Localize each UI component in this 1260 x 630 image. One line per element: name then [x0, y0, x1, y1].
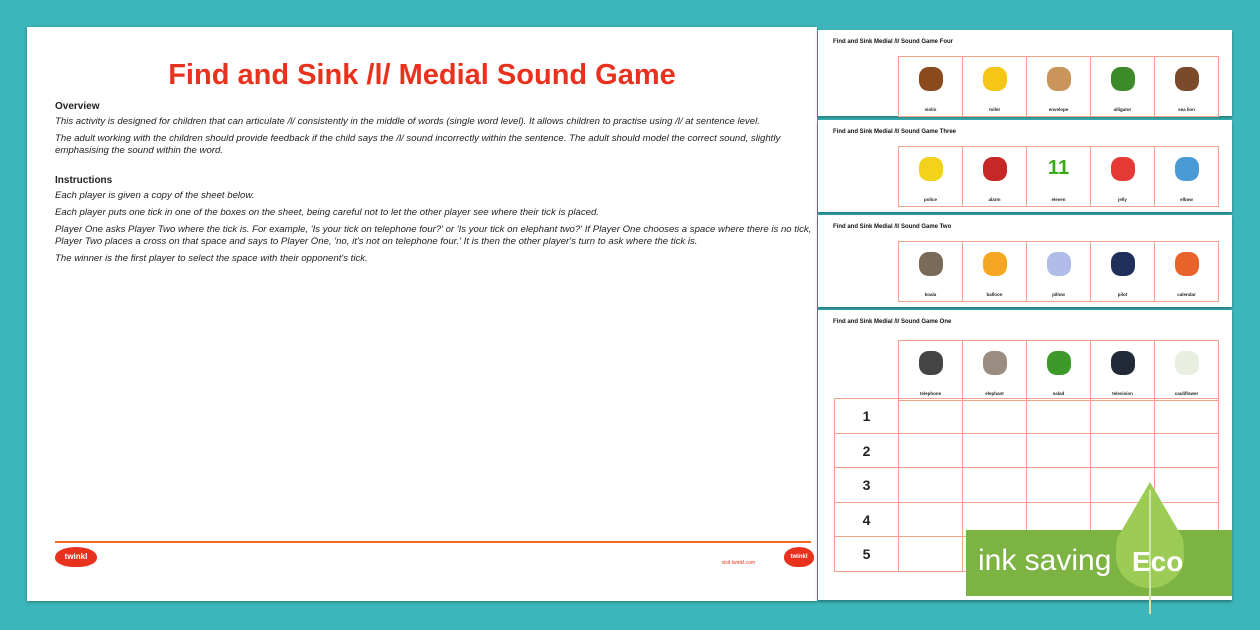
- picture-cell: [1027, 147, 1091, 207]
- picture-word: telephone: [919, 391, 942, 396]
- picture-word: balloon: [986, 292, 1003, 297]
- picture-word: sea lion: [1178, 107, 1195, 112]
- jelly-picture: [1111, 157, 1135, 181]
- picture-cell: [1091, 341, 1155, 401]
- row-number: 5: [835, 537, 899, 572]
- elbow-picture: [1175, 157, 1199, 181]
- tick-box[interactable]: [899, 399, 963, 434]
- picture-word: elephant: [985, 391, 1004, 396]
- alarm-picture: [983, 157, 1007, 181]
- tick-box[interactable]: [1027, 434, 1091, 469]
- tick-box[interactable]: [1155, 434, 1219, 469]
- picture-cell: [963, 242, 1027, 302]
- cauliflower-picture: [1175, 351, 1199, 375]
- pillow-picture: [1047, 252, 1071, 276]
- salad-picture: [1047, 351, 1071, 375]
- instructions-heading: Instructions: [55, 175, 113, 186]
- number-eleven-picture: 11: [1047, 157, 1070, 179]
- picture-word: calendar: [1177, 292, 1196, 297]
- picture-cell: [1091, 242, 1155, 302]
- picture-cell: [899, 147, 963, 207]
- instructions-page: [27, 27, 817, 601]
- sheet-title: Find and Sink Medial /l/ Sound Game Three: [833, 129, 957, 135]
- footer-line: [55, 541, 811, 543]
- instruction: Player One asks Player Two where the tick is. For example, 'Is your tick on telephone four?' or 'Is your tick on elephant two?' If Player One chooses a space where there is no tick, Player Two places a cross on that space and says to Player One, 'no, it's not on telephone four.' It is then the other player's turn to ask where the tick is.: [55, 224, 812, 247]
- picture-word: salad: [1052, 391, 1065, 396]
- picture-word: elbow: [1180, 197, 1193, 202]
- picture-cell: [963, 57, 1027, 117]
- picture-word: toilet: [989, 107, 1000, 112]
- game-sheet: [818, 215, 1232, 307]
- violin-picture: [919, 67, 943, 91]
- picture-cell: [1027, 341, 1091, 401]
- picture-word: jelly: [1118, 197, 1127, 202]
- picture-word: envelope: [1048, 107, 1069, 112]
- picture-word: pilot: [1117, 292, 1128, 297]
- picture-word: alarm: [988, 197, 1001, 202]
- picture-cell: [1155, 57, 1219, 117]
- toilet-picture: [983, 67, 1007, 91]
- row-number: 3: [835, 468, 899, 503]
- envelope-picture: [1047, 67, 1071, 91]
- picture-cell: [899, 242, 963, 302]
- sheet-title: Find and Sink Medial /l/ Sound Game One: [833, 319, 952, 325]
- picture-cell: [1155, 242, 1219, 302]
- twinkl-logo: twinkl: [55, 547, 97, 567]
- tick-box[interactable]: [899, 434, 963, 469]
- instruction: Each player is given a copy of the sheet below.: [55, 190, 255, 201]
- ink-saving-label: ink saving: [978, 544, 1112, 577]
- visit-link: visit twinkl.com: [721, 560, 755, 566]
- tick-box[interactable]: [963, 468, 1027, 503]
- picture-word: violin: [924, 107, 937, 112]
- sea-lion-picture: [1175, 67, 1199, 91]
- telephone-picture: [919, 351, 943, 375]
- picture-cell: [1155, 147, 1219, 207]
- picture-word: television: [1112, 391, 1133, 396]
- picture-cell: [1027, 57, 1091, 117]
- row-number: 4: [835, 503, 899, 538]
- picture-word: pillow: [1052, 292, 1065, 297]
- picture-word: police: [923, 197, 937, 202]
- instruction: The winner is the first player to select the space with their opponent's tick.: [55, 253, 368, 264]
- picture-cell: [899, 341, 963, 401]
- picture-word: cauliflower: [1174, 391, 1199, 396]
- game-sheet: [818, 30, 1232, 116]
- picture-cell: [963, 147, 1027, 207]
- tick-box[interactable]: [899, 468, 963, 503]
- overview-paragraph: This activity is designed for children that can articulate /l/ consistently in the middle of words (single word level). It allows children to practise using /l/ at sentence level.: [55, 116, 760, 127]
- pilot-picture: [1111, 252, 1135, 276]
- picture-cell: [1027, 242, 1091, 302]
- sheet-title: Find and Sink Medial /l/ Sound Game Four: [833, 39, 954, 45]
- picture-word: alligator: [1113, 107, 1132, 112]
- picture-cell: [899, 57, 963, 117]
- tick-box[interactable]: [1027, 468, 1091, 503]
- sheet-title: Find and Sink Medial /l/ Sound Game Two: [833, 224, 952, 230]
- tick-box[interactable]: [1155, 399, 1219, 434]
- calendar-picture: [1175, 252, 1199, 276]
- tick-box[interactable]: [963, 434, 1027, 469]
- eco-label: Eco: [1132, 546, 1184, 577]
- balloon-picture: [983, 252, 1007, 276]
- tick-box[interactable]: [899, 537, 963, 572]
- instruction: Each player puts one tick in one of the boxes on the sheet, being careful not to let the other player see where their tick is placed.: [55, 207, 599, 218]
- picture-word: eleven: [1051, 197, 1066, 202]
- tick-box[interactable]: [1091, 399, 1155, 434]
- picture-word: koala: [924, 292, 937, 297]
- tick-box[interactable]: [899, 503, 963, 538]
- picture-cell: [1091, 57, 1155, 117]
- page-title: Find and Sink /l/ Medial Sound Game: [168, 59, 676, 91]
- tick-box[interactable]: [963, 399, 1027, 434]
- picture-cell: [1091, 147, 1155, 207]
- picture-cell: [1155, 341, 1219, 401]
- tick-box[interactable]: [1027, 399, 1091, 434]
- picture-cell: [963, 341, 1027, 401]
- television-picture: [1111, 351, 1135, 375]
- overview-paragraph: The adult working with the children should provide feedback if the child says the /l/ sound incorrectly within the sentence. The adult should model the correct sound, slightly emphasising the sound within the word.: [55, 133, 781, 156]
- koala-picture: [919, 252, 943, 276]
- elephant-picture: [983, 351, 1007, 375]
- ink-saving-eco-badge: [966, 530, 1232, 596]
- row-number: 1: [835, 399, 899, 434]
- twinkl-logo-small: twinkl: [784, 547, 814, 567]
- alligator-picture: [1111, 67, 1135, 91]
- game-sheet: [818, 120, 1232, 212]
- police-picture: [919, 157, 943, 181]
- tick-box[interactable]: [1091, 434, 1155, 469]
- tick-box[interactable]: [1155, 468, 1219, 503]
- overview-heading: Overview: [55, 101, 100, 112]
- row-number: 2: [835, 434, 899, 469]
